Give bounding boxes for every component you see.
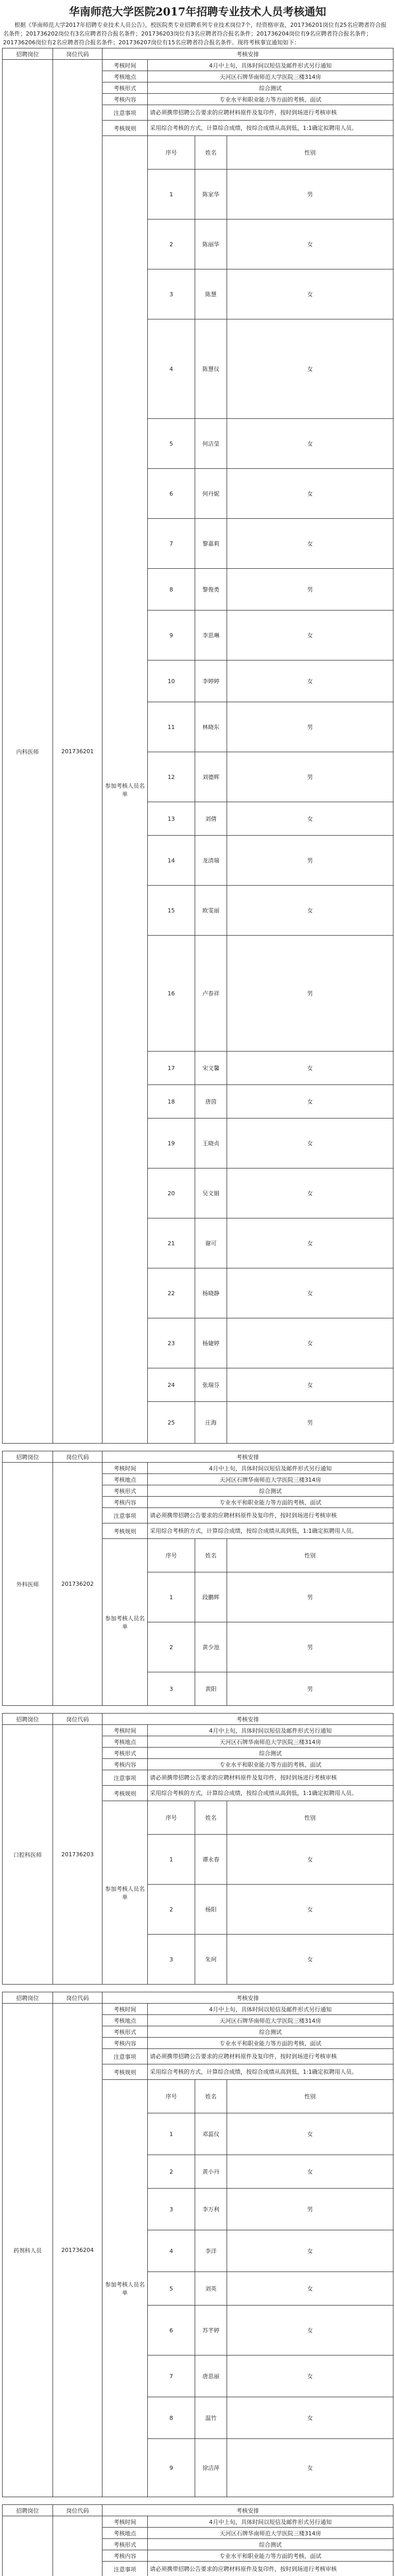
row-name: 黎嘉莉 [195, 519, 227, 569]
row-no: 8 [148, 2397, 195, 2439]
info-label-place: 考核地点 [102, 71, 148, 82]
info-value-place: 天河区石牌华南师范大学医院三楼314房 [148, 71, 393, 82]
row-name: 宋文馨 [195, 1052, 227, 1085]
info-value-content: 专业水平和职业能力等方面的考核、面试 [148, 94, 393, 105]
info-label-place: 考核地点 [102, 1736, 148, 1748]
row-name: 王晓贞 [195, 1118, 227, 1168]
info-row-time [3, 60, 393, 71]
row-name: 温竹 [195, 2397, 227, 2439]
info-value-content: 专业水平和职业能力等方面的考核、面试 [148, 2038, 393, 2049]
row-no: 9 [148, 611, 195, 660]
row-gender: 女 [227, 2355, 393, 2397]
post-code: 201736204 [53, 2004, 102, 2497]
row-no: 20 [148, 1168, 195, 1218]
row-name: 庄海 [195, 1402, 227, 1444]
row-no: 7 [148, 519, 195, 569]
info-value-rules: 采用综合考核的方式，计算综合成绩，按综合成绩从高到低，1:1确定拟聘用人员。 [148, 1786, 393, 1801]
row-gender: 男 [227, 702, 393, 752]
row-no: 25 [148, 1402, 195, 1444]
table-header-row [3, 2505, 393, 2516]
row-name: 唐茵 [195, 1085, 227, 1118]
row-name: 李思琳 [195, 611, 227, 660]
row-gender: 女 [227, 219, 393, 269]
row-name: 李婷婷 [195, 660, 227, 702]
info-value-place: 天河区石牌华南师范大学医院三楼314房 [148, 1736, 393, 1748]
row-gender: 男 [227, 1402, 393, 1444]
recruitment-table [2, 1451, 393, 1706]
header-arrangement: 考核安排 [102, 1992, 393, 2004]
row-name: 苏芊婷 [195, 2306, 227, 2355]
row-no: 2 [148, 1622, 195, 1672]
row-no: 2 [148, 219, 195, 269]
row-no: 22 [148, 1268, 195, 1318]
row-name: 杨婕婷 [195, 1318, 227, 1368]
row-no: 2 [148, 1885, 195, 1935]
info-value-form: 综合测试 [148, 2539, 393, 2550]
row-gender: 女 [227, 1168, 393, 1218]
post-code: 201736203 [53, 1725, 102, 1985]
row-no: 10 [148, 660, 195, 702]
row-no: 5 [148, 2272, 195, 2306]
header-code: 岗位代码 [53, 1451, 102, 1463]
table-header-row [3, 48, 393, 60]
col-gender: 性别 [227, 2080, 393, 2113]
recruitment-table [2, 48, 393, 1444]
info-label-form: 考核形式 [102, 1485, 148, 1497]
row-gender: 女 [227, 519, 393, 569]
row-name: 陈慧仪 [195, 319, 227, 419]
candidate-list-label: 参加考核人员名单 [102, 2080, 148, 2497]
row-name: 李洋 [195, 2230, 227, 2272]
info-value-form: 综合测试 [148, 82, 393, 94]
row-name: 刘德辉 [195, 752, 227, 802]
row-no: 9 [148, 2439, 195, 2497]
info-value-form: 综合测试 [148, 2026, 393, 2038]
header-post: 招聘岗位 [3, 2505, 53, 2516]
info-value-form: 综合测试 [148, 1748, 393, 1759]
info-label-place: 考核地点 [102, 1474, 148, 1485]
info-value-place: 天河区石牌华南师范大学医院三楼314房 [148, 2015, 393, 2026]
row-name: 邓蕊仪 [195, 2113, 227, 2155]
row-gender: 女 [227, 1052, 393, 1085]
row-name: 刘倩 [195, 802, 227, 836]
col-name: 姓名 [195, 1801, 227, 1835]
col-name: 姓名 [195, 2080, 227, 2113]
row-gender: 男 [227, 836, 393, 886]
info-value-time: 4月中上旬，具体时间以短信及邮件形式另行通知 [148, 1725, 393, 1736]
candidate-list-label: 参加考核人员名单 [102, 1539, 148, 1706]
row-gender: 女 [227, 2230, 393, 2272]
row-gender: 女 [227, 886, 393, 936]
row-gender: 男 [227, 936, 393, 1052]
row-name: 吴文娟 [195, 1168, 227, 1218]
info-value-time: 4月中上旬，具体时间以短信及邮件形式另行通知 [148, 60, 393, 71]
row-gender: 女 [227, 1318, 393, 1368]
table-header-row [3, 1992, 393, 2004]
row-no: 13 [148, 802, 195, 836]
col-gender: 性别 [227, 1801, 393, 1835]
row-no: 17 [148, 1052, 195, 1085]
header-arrangement: 考核安排 [102, 1714, 393, 1725]
info-label-form: 考核形式 [102, 1748, 148, 1759]
row-no: 3 [148, 2189, 195, 2230]
row-name: 黄小丹 [195, 2155, 227, 2189]
info-label-rules: 考核规则 [102, 121, 148, 136]
row-no: 3 [148, 1672, 195, 1706]
row-name: 徐洁萍 [195, 2439, 227, 2497]
row-name: 谭永春 [195, 1835, 227, 1885]
row-gender: 女 [227, 269, 393, 319]
header-code: 岗位代码 [53, 2505, 102, 2516]
row-name: 欧雯丽 [195, 886, 227, 936]
row-no: 6 [148, 2306, 195, 2355]
row-no: 1 [148, 2113, 195, 2155]
row-no: 3 [148, 269, 195, 319]
info-label-time: 考核时间 [102, 2004, 148, 2015]
info-label-notes: 注意事项 [102, 1508, 148, 1523]
info-value-time: 4月中上旬，具体时间以短信及邮件形式另行通知 [148, 2004, 393, 2015]
row-gender: 女 [227, 660, 393, 702]
row-gender: 女 [227, 2155, 393, 2189]
row-gender: 女 [227, 2439, 393, 2497]
row-no: 1 [148, 170, 195, 219]
info-label-time: 考核时间 [102, 2516, 148, 2528]
info-value-content: 专业水平和职业能力等方面的考核、面试 [148, 2550, 393, 2562]
row-name: 李万利 [195, 2189, 227, 2230]
info-value-rules: 采用综合考核的方式，计算综合成绩，按综合成绩从高到低，1:1确定拟聘用人员。 [148, 121, 393, 136]
info-label-rules: 考核规则 [102, 1786, 148, 1801]
section-gap [2, 2497, 393, 2504]
info-label-form: 考核形式 [102, 2026, 148, 2038]
intro-paragraph: 根据《华南师范大学2017年招聘专业技术人员公告》，校医院类专业招聘系列专业技术岗位7个，经资格审查，201736201岗位有25名应聘者符合报名条件；201736202岗位有3名应聘者符合报名条件；201736203岗位有3名应聘者符合报名条件；201736204岗位有9名应聘者符合报名条件；201736206岗位有2名应聘者符合报名条件；201736207岗位有15名应聘者符合报名条件。现将考核事宜通知如下： [3, 21, 392, 47]
row-gender: 女 [227, 1218, 393, 1268]
col-name: 姓名 [195, 1539, 227, 1572]
info-value-notes: 请必须携带招聘公告要求的应聘材料原件及复印件，按时到场进行考核审核 [148, 105, 393, 121]
info-value-rules: 采用综合考核的方式，计算综合成绩，按综合成绩从高到低，1:1确定拟聘用人员。 [148, 1523, 393, 1539]
row-gender: 男 [227, 1572, 393, 1622]
info-label-content: 考核内容 [102, 2038, 148, 2049]
row-name: 杨晓静 [195, 1268, 227, 1318]
section-gap [2, 1985, 393, 1992]
header-code: 岗位代码 [53, 48, 102, 60]
post-name: 药剂科人员 [3, 2004, 53, 2497]
info-label-place: 考核地点 [102, 2015, 148, 2026]
sections-container [2, 48, 393, 2576]
table-header-row [3, 1451, 393, 1463]
header-post: 招聘岗位 [3, 1714, 53, 1725]
row-gender: 女 [227, 419, 393, 469]
info-label-content: 考核内容 [102, 2550, 148, 2562]
row-no: 23 [148, 1318, 195, 1368]
info-label-rules: 考核规则 [102, 2064, 148, 2080]
info-value-content: 专业水平和职业能力等方面的考核、面试 [148, 1497, 393, 1508]
info-label-time: 考核时间 [102, 1725, 148, 1736]
header-code: 岗位代码 [53, 1714, 102, 1725]
info-value-notes: 请必须携带招聘公告要求的应聘材料原件及复印件，按时到场进行考核审核 [148, 2049, 393, 2064]
candidate-list-label: 参加考核人员名单 [102, 136, 148, 1444]
recruitment-table [2, 1992, 393, 2497]
row-name: 刘英 [195, 2272, 227, 2306]
info-value-content: 专业水平和职业能力等方面的考核、面试 [148, 1759, 393, 1770]
row-no: 21 [148, 1218, 195, 1268]
row-gender: 男 [227, 752, 393, 802]
info-row-time [3, 2004, 393, 2015]
row-gender: 女 [227, 2306, 393, 2355]
row-no: 16 [148, 936, 195, 1052]
row-name: 杨阳 [195, 1885, 227, 1935]
row-name: 段鹏辉 [195, 1572, 227, 1622]
info-label-content: 考核内容 [102, 1759, 148, 1770]
row-no: 15 [148, 886, 195, 936]
header-post: 招聘岗位 [3, 1451, 53, 1463]
post-name: 外科医师 [3, 1463, 53, 1706]
col-name: 姓名 [195, 136, 227, 170]
row-no: 24 [148, 1368, 195, 1402]
row-gender: 女 [227, 1118, 393, 1168]
info-value-rules: 采用综合考核的方式，计算综合成绩，按综合成绩从高到低，1:1确定拟聘用人员。 [148, 2064, 393, 2080]
info-label-notes: 注意事项 [102, 2562, 148, 2576]
row-no: 1 [148, 1835, 195, 1885]
post-code [53, 2516, 102, 2576]
info-value-time: 4月中上旬，具体时间以短信及邮件形式另行通知 [148, 2516, 393, 2528]
row-gender: 女 [227, 1268, 393, 1318]
row-gender: 女 [227, 1085, 393, 1118]
row-no: 4 [148, 2230, 195, 2272]
post-name: 内科医师 [3, 60, 53, 1444]
info-label-time: 考核时间 [102, 60, 148, 71]
row-gender: 男 [227, 1622, 393, 1672]
info-label-rules: 考核规则 [102, 1523, 148, 1539]
col-gender: 性别 [227, 136, 393, 170]
info-label-form: 考核形式 [102, 2539, 148, 2550]
row-no: 2 [148, 2155, 195, 2189]
info-value-notes: 请必须携带招聘公告要求的应聘材料原件及复印件，按时到场进行考核审核 [148, 2562, 393, 2576]
header-arrangement: 考核安排 [102, 2505, 393, 2516]
row-name: 林晓东 [195, 702, 227, 752]
row-gender: 男 [227, 170, 393, 219]
header-code: 岗位代码 [53, 1992, 102, 2004]
col-no: 序号 [148, 2080, 195, 2113]
col-no: 序号 [148, 136, 195, 170]
row-gender: 女 [227, 1368, 393, 1402]
row-gender: 女 [227, 802, 393, 836]
section-gap [2, 1444, 393, 1451]
header-post: 招聘岗位 [3, 1992, 53, 2004]
row-no: 8 [148, 569, 195, 611]
row-name: 何洁莹 [195, 419, 227, 469]
page-title: 华南师范大学医院2017年招聘专业技术人员考核通知 [2, 3, 393, 21]
table-header-row [3, 1714, 393, 1725]
row-gender: 男 [227, 2189, 393, 2230]
row-no: 14 [148, 836, 195, 886]
post-code: 201736201 [53, 60, 102, 1444]
row-gender: 女 [227, 1935, 393, 1985]
info-row-time [3, 1725, 393, 1736]
row-no: 19 [148, 1118, 195, 1168]
row-gender: 女 [227, 611, 393, 660]
header-arrangement: 考核安排 [102, 1451, 393, 1463]
info-value-notes: 请必须携带招聘公告要求的应聘材料原件及复印件，按时到场进行考核审核 [148, 1770, 393, 1786]
info-label-content: 考核内容 [102, 1497, 148, 1508]
row-gender: 女 [227, 319, 393, 419]
info-label-time: 考核时间 [102, 1463, 148, 1474]
post-name: 口腔科医师 [3, 1725, 53, 1985]
row-no: 6 [148, 469, 195, 519]
info-label-notes: 注意事项 [102, 105, 148, 121]
row-name: 朱珂 [195, 1935, 227, 1985]
info-label-form: 考核形式 [102, 82, 148, 94]
row-name: 陈丽华 [195, 219, 227, 269]
row-no: 12 [148, 752, 195, 802]
row-no: 1 [148, 1572, 195, 1622]
section-gap [2, 1706, 393, 1713]
info-label-place: 考核地点 [102, 2528, 148, 2539]
row-name: 陈家华 [195, 170, 227, 219]
row-name: 黄阳 [195, 1672, 227, 1706]
info-label-notes: 注意事项 [102, 2049, 148, 2064]
header-post: 招聘岗位 [3, 48, 53, 60]
info-value-form: 综合测试 [148, 1485, 393, 1497]
row-no: 7 [148, 2355, 195, 2397]
col-no: 序号 [148, 1539, 195, 1572]
row-name: 谢可 [195, 1218, 227, 1268]
row-gender: 女 [227, 469, 393, 519]
info-value-place: 天河区石牌华南师范大学医院三楼314房 [148, 2528, 393, 2539]
row-name: 黄少池 [195, 1622, 227, 1672]
row-name: 陈慧 [195, 269, 227, 319]
recruitment-table [2, 1713, 393, 1985]
info-value-notes: 请必须携带招聘公告要求的应聘材料原件及复印件，按时到场进行考核审核 [148, 1508, 393, 1523]
row-name: 卢春祥 [195, 936, 227, 1052]
post-code: 201736202 [53, 1463, 102, 1706]
row-name: 何丹妮 [195, 469, 227, 519]
row-gender: 男 [227, 569, 393, 611]
row-gender: 女 [227, 2272, 393, 2306]
header-arrangement: 考核安排 [102, 48, 393, 60]
row-no: 3 [148, 1935, 195, 1985]
candidate-list-label: 参加考核人员名单 [102, 1801, 148, 1985]
row-gender: 女 [227, 1885, 393, 1935]
col-no: 序号 [148, 1801, 195, 1835]
info-row-time [3, 2516, 393, 2528]
row-gender: 女 [227, 2113, 393, 2155]
info-value-time: 4月中上旬，具体时间以短信及邮件形式另行通知 [148, 1463, 393, 1474]
info-row-time [3, 1463, 393, 1474]
row-no: 18 [148, 1085, 195, 1118]
post-name [3, 2516, 53, 2576]
info-value-place: 天河区石牌华南师范大学医院三楼314房 [148, 1474, 393, 1485]
row-no: 4 [148, 319, 195, 419]
row-gender: 女 [227, 1835, 393, 1885]
row-name: 张瑞芬 [195, 1368, 227, 1402]
info-label-content: 考核内容 [102, 94, 148, 105]
row-name: 龙清瑞 [195, 836, 227, 886]
row-name: 黎俊勇 [195, 569, 227, 611]
row-no: 5 [148, 419, 195, 469]
row-name: 唐思丽 [195, 2355, 227, 2397]
col-gender: 性别 [227, 1539, 393, 1572]
info-label-notes: 注意事项 [102, 1770, 148, 1786]
row-gender: 男 [227, 1672, 393, 1706]
row-no: 11 [148, 702, 195, 752]
recruitment-table [2, 2504, 393, 2576]
row-gender: 女 [227, 2397, 393, 2439]
